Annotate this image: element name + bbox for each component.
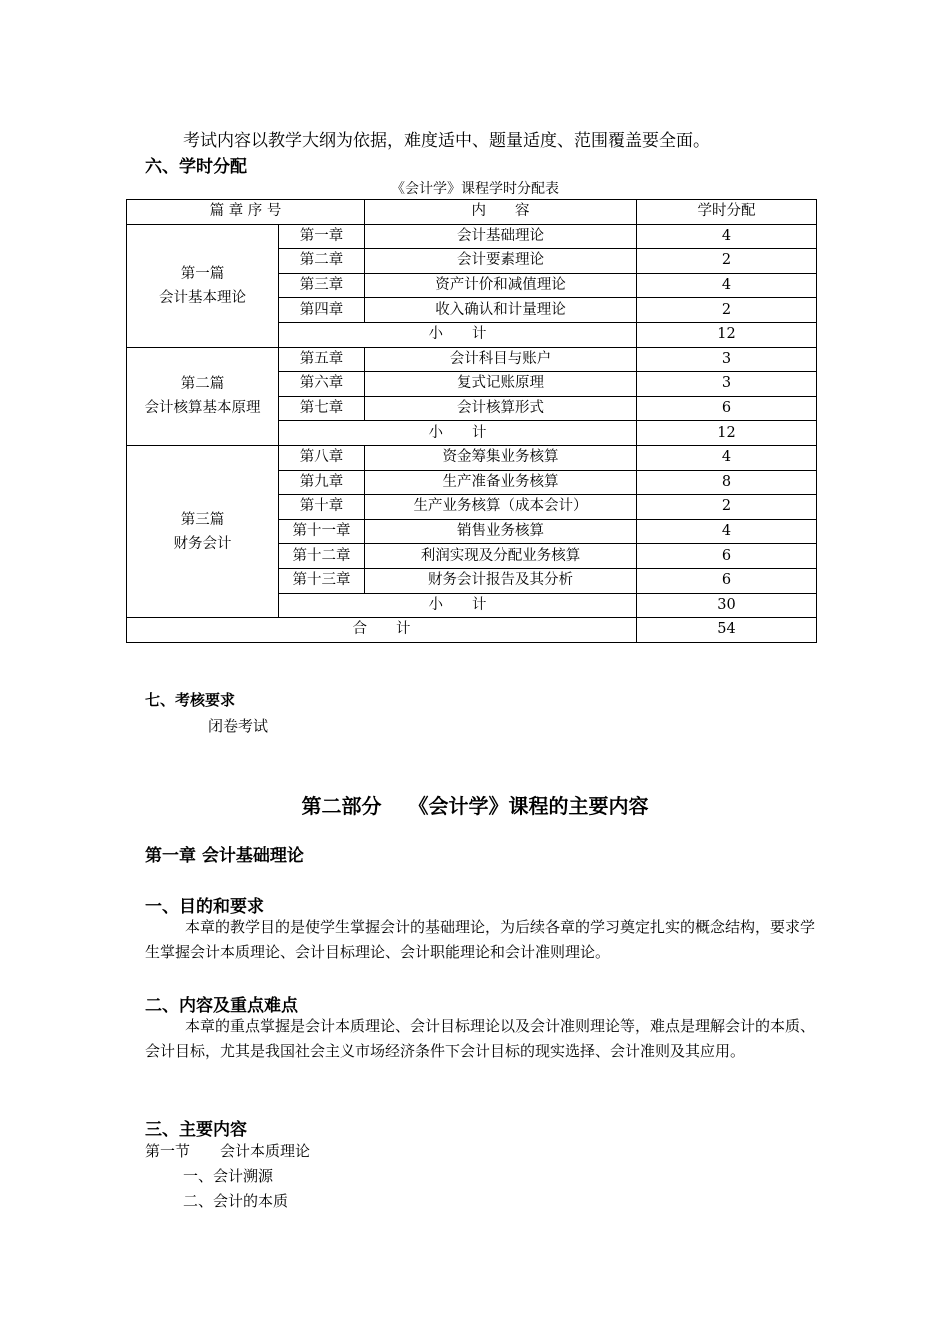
chapter-cell: 第八章 [279, 445, 365, 470]
part-cell [127, 224, 279, 347]
total-row [127, 618, 817, 643]
chapter-title: 第一章 会计基础理论 [145, 846, 304, 866]
content-item: 二、会计的本质 [183, 1192, 289, 1210]
hours-cell: 4 [637, 273, 817, 298]
table-row [127, 224, 817, 249]
subtotal-value: 12 [637, 322, 817, 347]
chapter-cell: 第九章 [279, 470, 365, 495]
subtotal-value: 12 [637, 421, 817, 446]
hours-cell: 6 [637, 396, 817, 421]
chapter-cell: 第十一章 [279, 519, 365, 544]
hours-cell: 8 [637, 470, 817, 495]
chapter-cell: 第二章 [279, 249, 365, 274]
goals-paragraph: 本章的教学目的是使学生掌握会计的基础理论，为后续各章的学习奠定扎实的概念结构，要求学生掌握会计本质理论、会计目标理论、会计职能理论和会计准则理论。 [145, 918, 816, 961]
chapter-cell: 第七章 [279, 396, 365, 421]
section-heading-goals: 一、目的和要求 [145, 897, 264, 917]
part-name: 第二篇 [180, 376, 225, 393]
hours-cell: 4 [637, 224, 817, 249]
content-cell: 销售业务核算 [365, 519, 637, 544]
table-row [127, 347, 817, 372]
part-name: 第三篇 [180, 511, 225, 528]
exam-type: 闭卷考试 [208, 717, 269, 735]
part-two-title: 第二部分 《会计学》课程的主要内容 [301, 794, 649, 818]
content-cell: 会计基础理论 [365, 224, 637, 249]
keypoints-paragraph: 本章的重点掌握是会计本质理论、会计目标理论以及会计准则理论等，难点是理解会计的本质、会计目标，尤其是我国社会主义市场经济条件下会计目标的现实选择、会计准则及其应用。 [145, 1017, 816, 1060]
section-heading-hours: 六、学时分配 [145, 157, 247, 177]
content-cell: 复式记账原理 [365, 372, 637, 397]
hours-cell: 2 [637, 298, 817, 323]
content-cell: 会计核算形式 [365, 396, 637, 421]
content-item: 一、会计溯源 [183, 1167, 274, 1185]
section-line: 第一节 会计本质理论 [145, 1142, 311, 1160]
hours-cell: 3 [637, 372, 817, 397]
subtotal-value: 30 [637, 593, 817, 618]
chapter-cell: 第三章 [279, 273, 365, 298]
hours-cell: 2 [637, 495, 817, 520]
chapter-cell: 第一章 [279, 224, 365, 249]
hours-cell: 6 [637, 568, 817, 593]
section-heading-assessment: 七、考核要求 [145, 691, 236, 709]
chapter-cell: 第十三章 [279, 568, 365, 593]
total-value: 54 [637, 618, 817, 643]
total-label: 合 计 [127, 618, 637, 643]
header-cell: 学时分配 [637, 200, 817, 225]
intro-paragraph: 考试内容以教学大纲为依据，难度适中、题量适度、范围覆盖要全面。 [183, 131, 710, 151]
hours-cell: 2 [637, 249, 817, 274]
subtotal-label: 小 计 [279, 421, 637, 446]
table-header-row [127, 200, 817, 225]
chapter-cell: 第十章 [279, 495, 365, 520]
header-cell: 内 容 [365, 200, 637, 225]
chapter-cell: 第五章 [279, 347, 365, 372]
content-cell: 收入确认和计量理论 [365, 298, 637, 323]
part-title: 会计核算基本原理 [144, 400, 261, 417]
content-cell: 生产业务核算（成本会计） [365, 495, 637, 520]
content-cell: 会计科目与账户 [365, 347, 637, 372]
table-row [127, 445, 817, 470]
content-cell: 利润实现及分配业务核算 [365, 544, 637, 569]
content-cell: 财务会计报告及其分析 [365, 568, 637, 593]
hours-cell: 4 [637, 519, 817, 544]
content-cell: 会计要素理论 [365, 249, 637, 274]
subtotal-label: 小 计 [279, 322, 637, 347]
part-cell [127, 347, 279, 445]
part-name: 第一篇 [180, 265, 225, 282]
header-cell: 篇 章 序 号 [127, 200, 365, 225]
section-heading-content: 三、主要内容 [145, 1120, 247, 1140]
table-caption: 《会计学》课程学时分配表 [391, 181, 559, 197]
chapter-cell: 第四章 [279, 298, 365, 323]
chapter-cell: 第六章 [279, 372, 365, 397]
content-cell: 资产计价和减值理论 [365, 273, 637, 298]
part-title: 会计基本理论 [159, 289, 246, 306]
hours-allocation-table [126, 199, 817, 643]
content-cell: 资金筹集业务核算 [365, 445, 637, 470]
part-title: 财务会计 [173, 535, 232, 552]
hours-cell: 3 [637, 347, 817, 372]
content-cell: 生产准备业务核算 [365, 470, 637, 495]
hours-cell: 6 [637, 544, 817, 569]
section-heading-keypoints: 二、内容及重点难点 [145, 996, 298, 1016]
chapter-cell: 第十二章 [279, 544, 365, 569]
subtotal-label: 小 计 [279, 593, 637, 618]
hours-cell: 4 [637, 445, 817, 470]
part-cell [127, 445, 279, 617]
